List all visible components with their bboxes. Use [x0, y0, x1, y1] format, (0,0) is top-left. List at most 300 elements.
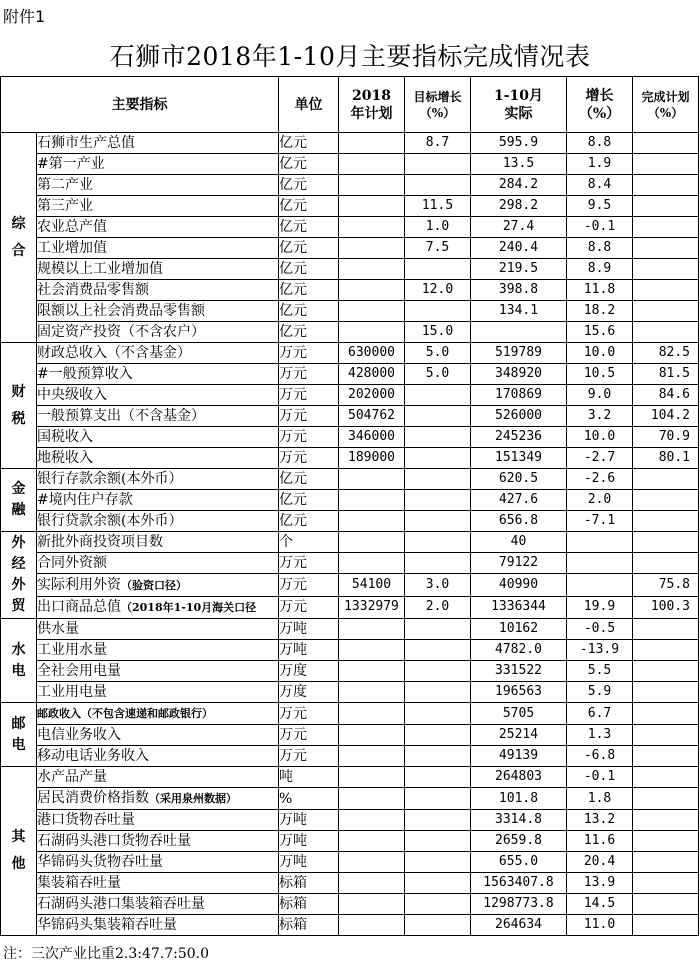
- cell-growth: 1.9: [567, 154, 633, 175]
- cell-actual: 519789: [471, 343, 567, 364]
- cell-growth: 8.9: [567, 259, 633, 280]
- category-caishui: 财 税: [1, 343, 37, 469]
- cell-plan: [339, 831, 405, 852]
- cell-plan: [339, 196, 405, 217]
- cell-actual: 264803: [471, 767, 567, 788]
- table-row: [1, 238, 699, 259]
- cell-unit: 亿元: [279, 511, 339, 532]
- header-unit: 单位: [279, 77, 339, 133]
- cell-unit: 万度: [279, 661, 339, 682]
- indicator-name: 石湖码头港口货物吞吐量: [37, 831, 279, 852]
- cell-plan: 54100: [339, 574, 405, 596]
- cell-target: [405, 915, 471, 936]
- cell-unit: 亿元: [279, 280, 339, 301]
- indicator-name: 第二产业: [37, 175, 279, 196]
- cell-target: [405, 661, 471, 682]
- table-row: [1, 448, 699, 469]
- table-row: [1, 385, 699, 406]
- cell-plan: 189000: [339, 448, 405, 469]
- cell-actual: 151349: [471, 448, 567, 469]
- cell-growth: -0.5: [567, 619, 633, 640]
- cell-completion: [633, 873, 699, 894]
- cell-completion: [633, 133, 699, 154]
- cell-completion: 70.9: [633, 427, 699, 448]
- cell-growth: 8.4: [567, 175, 633, 196]
- indicator-name: 港口货物吞吐量: [37, 810, 279, 831]
- cell-actual: 134.1: [471, 301, 567, 322]
- category-youdian: 邮 电: [1, 703, 37, 767]
- cell-unit: %: [279, 788, 339, 810]
- table-row: [1, 873, 699, 894]
- cell-plan: [339, 238, 405, 259]
- cell-actual: 27.4: [471, 217, 567, 238]
- indicator-name: 电信业务收入: [37, 725, 279, 746]
- indicator-name: 工业用电量: [37, 682, 279, 703]
- cell-target: 7.5: [405, 238, 471, 259]
- page-title: 石狮市2018年1-10月主要指标完成情况表: [109, 42, 591, 71]
- cell-unit: 万元: [279, 343, 339, 364]
- cell-completion: [633, 532, 699, 553]
- cell-actual: 398.8: [471, 280, 567, 301]
- indicator-name: 华锦码头集装箱吞吐量: [37, 915, 279, 936]
- cell-growth: 8.8: [567, 133, 633, 154]
- cell-target: [405, 746, 471, 767]
- cell-actual: 40990: [471, 574, 567, 596]
- cell-growth: 1.8: [567, 788, 633, 810]
- cell-unit: 亿元: [279, 301, 339, 322]
- table-row: [1, 831, 699, 852]
- cell-growth: -13.9: [567, 640, 633, 661]
- cell-unit: 万元: [279, 406, 339, 427]
- indicator-name: 居民消费价格指数（采用泉州数据）: [37, 788, 279, 810]
- cell-target: [405, 301, 471, 322]
- indicator-name: #境内住户存款: [37, 490, 279, 511]
- cell-unit: 万元: [279, 553, 339, 574]
- cell-completion: [633, 553, 699, 574]
- cell-growth: -0.1: [567, 217, 633, 238]
- cell-actual: 245236: [471, 427, 567, 448]
- cell-target: [405, 469, 471, 490]
- cell-growth: 20.4: [567, 852, 633, 873]
- cell-completion: [633, 788, 699, 810]
- cell-completion: [633, 217, 699, 238]
- cell-growth: 3.2: [567, 406, 633, 427]
- cell-target: [405, 682, 471, 703]
- indicator-name: 社会消费品零售额: [37, 280, 279, 301]
- cell-unit: 万吨: [279, 831, 339, 852]
- indicator-name: 国税收入: [37, 427, 279, 448]
- cell-completion: [633, 915, 699, 936]
- cell-plan: [339, 175, 405, 196]
- cell-plan: [339, 301, 405, 322]
- cell-plan: [339, 490, 405, 511]
- indicator-name: 第三产业: [37, 196, 279, 217]
- cell-completion: 80.1: [633, 448, 699, 469]
- cell-actual: 196563: [471, 682, 567, 703]
- indicator-name: 银行存款余额(本外币）: [37, 469, 279, 490]
- cell-actual: 298.2: [471, 196, 567, 217]
- table-row: [1, 364, 699, 385]
- cell-growth: 11.0: [567, 915, 633, 936]
- cell-unit: 亿元: [279, 259, 339, 280]
- cell-unit: 亿元: [279, 490, 339, 511]
- cell-completion: [633, 894, 699, 915]
- cell-unit: 亿元: [279, 469, 339, 490]
- cell-unit: 万吨: [279, 619, 339, 640]
- cell-actual: 3314.8: [471, 810, 567, 831]
- cell-plan: [339, 661, 405, 682]
- cell-growth: 5.9: [567, 682, 633, 703]
- category-jinrong: 金 融: [1, 469, 37, 532]
- cell-completion: [633, 469, 699, 490]
- cell-plan: 1332979: [339, 596, 405, 618]
- cell-target: [405, 725, 471, 746]
- cell-plan: [339, 915, 405, 936]
- table-row: [1, 154, 699, 175]
- cell-completion: 75.8: [633, 574, 699, 596]
- cell-unit: 万吨: [279, 640, 339, 661]
- cell-target: [405, 385, 471, 406]
- cell-target: [405, 619, 471, 640]
- cell-unit: 万吨: [279, 810, 339, 831]
- cell-plan: [339, 725, 405, 746]
- cell-plan: [339, 640, 405, 661]
- cell-actual: 1336344: [471, 596, 567, 618]
- cell-target: [405, 511, 471, 532]
- cell-actual: 1298773.8: [471, 894, 567, 915]
- cell-completion: [633, 831, 699, 852]
- table-row: [1, 915, 699, 936]
- cell-actual: 49139: [471, 746, 567, 767]
- header-row: [1, 77, 699, 133]
- cell-unit: 标箱: [279, 873, 339, 894]
- table-row: [1, 746, 699, 767]
- cell-growth: 18.2: [567, 301, 633, 322]
- cell-target: 1.0: [405, 217, 471, 238]
- cell-growth: 15.6: [567, 322, 633, 343]
- category-waijing: 外 经 外 贸: [1, 532, 37, 619]
- cell-target: [405, 788, 471, 810]
- cell-target: 5.0: [405, 364, 471, 385]
- cell-growth: 11.8: [567, 280, 633, 301]
- cell-completion: [633, 196, 699, 217]
- cell-plan: [339, 619, 405, 640]
- cell-actual: 240.4: [471, 238, 567, 259]
- cell-plan: [339, 532, 405, 553]
- cell-target: [405, 894, 471, 915]
- indicator-name: #一般预算收入: [37, 364, 279, 385]
- indicator-name: #第一产业: [37, 154, 279, 175]
- attachment-label: 附件1: [3, 7, 46, 26]
- indicator-name: 石狮市生产总值: [37, 133, 279, 154]
- cell-plan: [339, 810, 405, 831]
- cell-plan: [339, 322, 405, 343]
- cell-target: [405, 406, 471, 427]
- header-completion: 完成计划（%）: [633, 77, 699, 133]
- cell-growth: 9.0: [567, 385, 633, 406]
- table-row: [1, 640, 699, 661]
- indicator-name: 银行贷款余额(本外币）: [37, 511, 279, 532]
- cell-actual: 656.8: [471, 511, 567, 532]
- cell-completion: [633, 619, 699, 640]
- cell-target: [405, 810, 471, 831]
- cell-growth: [567, 553, 633, 574]
- table-row: [1, 894, 699, 915]
- cell-plan: [339, 788, 405, 810]
- cell-plan: 428000: [339, 364, 405, 385]
- indicator-name: 合同外资额: [37, 553, 279, 574]
- indicator-name: 农业总产值: [37, 217, 279, 238]
- indicator-name: 移动电话业务收入: [37, 746, 279, 767]
- table-row: [1, 490, 699, 511]
- table-row: [1, 343, 699, 364]
- indicators-table: [0, 76, 699, 936]
- cell-actual: 331522: [471, 661, 567, 682]
- cell-target: [405, 640, 471, 661]
- table-row: [1, 406, 699, 427]
- cell-plan: [339, 873, 405, 894]
- cell-completion: [633, 852, 699, 873]
- cell-plan: [339, 280, 405, 301]
- cell-target: [405, 852, 471, 873]
- cell-growth: -0.1: [567, 767, 633, 788]
- cell-growth: 10.0: [567, 427, 633, 448]
- cell-target: [405, 154, 471, 175]
- cell-plan: [339, 703, 405, 725]
- table-row: [1, 553, 699, 574]
- table-row: [1, 175, 699, 196]
- table-row: [1, 280, 699, 301]
- cell-actual: 101.8: [471, 788, 567, 810]
- cell-plan: 504762: [339, 406, 405, 427]
- cell-unit: 万元: [279, 427, 339, 448]
- cell-target: 2.0: [405, 596, 471, 618]
- cell-unit: 万元: [279, 703, 339, 725]
- cell-growth: [567, 532, 633, 553]
- cell-growth: -2.7: [567, 448, 633, 469]
- table-row: [1, 574, 699, 596]
- cell-plan: [339, 894, 405, 915]
- cell-actual: 595.9: [471, 133, 567, 154]
- cell-unit: 亿元: [279, 238, 339, 259]
- cell-actual: 427.6: [471, 490, 567, 511]
- header-indicator: 主要指标: [1, 77, 279, 133]
- cell-completion: [633, 640, 699, 661]
- cell-unit: 万度: [279, 682, 339, 703]
- cell-target: [405, 553, 471, 574]
- cell-unit: 亿元: [279, 217, 339, 238]
- header-growth: 增长（%）: [567, 77, 633, 133]
- indicator-name: 集装箱吞吐量: [37, 873, 279, 894]
- cell-completion: [633, 259, 699, 280]
- table-row: [1, 810, 699, 831]
- table-row: [1, 196, 699, 217]
- cell-plan: [339, 682, 405, 703]
- cell-unit: 万元: [279, 746, 339, 767]
- cell-target: 15.0: [405, 322, 471, 343]
- cell-growth: 13.9: [567, 873, 633, 894]
- cell-completion: [633, 238, 699, 259]
- cell-completion: [633, 280, 699, 301]
- indicator-name: 新批外商投资项目数: [37, 532, 279, 553]
- cell-unit: 亿元: [279, 322, 339, 343]
- cell-completion: [633, 301, 699, 322]
- cell-actual: 284.2: [471, 175, 567, 196]
- cell-plan: [339, 133, 405, 154]
- cell-plan: [339, 511, 405, 532]
- cell-growth: 14.5: [567, 894, 633, 915]
- cell-completion: [633, 322, 699, 343]
- cell-completion: [633, 175, 699, 196]
- cell-completion: [633, 511, 699, 532]
- cell-plan: 630000: [339, 343, 405, 364]
- indicator-name: 供水量: [37, 619, 279, 640]
- header-target: 目标增长（%）: [405, 77, 471, 133]
- indicator-name: 中央级收入: [37, 385, 279, 406]
- indicator-name: 财政总收入（不含基金）: [37, 343, 279, 364]
- cell-actual: 264634: [471, 915, 567, 936]
- cell-completion: 82.5: [633, 343, 699, 364]
- cell-unit: 万元: [279, 448, 339, 469]
- cell-target: 8.7: [405, 133, 471, 154]
- cell-completion: [633, 490, 699, 511]
- cell-target: 5.0: [405, 343, 471, 364]
- cell-target: [405, 873, 471, 894]
- cell-growth: 1.3: [567, 725, 633, 746]
- cell-growth: 2.0: [567, 490, 633, 511]
- table-row: [1, 703, 699, 725]
- cell-unit: 万元: [279, 574, 339, 596]
- cell-actual: 2659.8: [471, 831, 567, 852]
- cell-actual: [471, 322, 567, 343]
- cell-actual: 219.5: [471, 259, 567, 280]
- cell-completion: 100.3: [633, 596, 699, 618]
- cell-unit: 万元: [279, 725, 339, 746]
- cell-target: 3.0: [405, 574, 471, 596]
- cell-unit: 亿元: [279, 154, 339, 175]
- cell-actual: 170869: [471, 385, 567, 406]
- cell-plan: [339, 852, 405, 873]
- cell-growth: 10.0: [567, 343, 633, 364]
- cell-target: [405, 767, 471, 788]
- cell-growth: -7.1: [567, 511, 633, 532]
- cell-actual: 13.5: [471, 154, 567, 175]
- cell-target: 11.5: [405, 196, 471, 217]
- cell-target: [405, 427, 471, 448]
- indicator-name: 出口商品总值（2018年1-10月海关口径: [37, 596, 279, 618]
- cell-growth: -2.6: [567, 469, 633, 490]
- indicator-name: 限额以上社会消费品零售额: [37, 301, 279, 322]
- cell-actual: 655.0: [471, 852, 567, 873]
- category-qita: 其 他: [1, 767, 37, 936]
- cell-completion: [633, 154, 699, 175]
- cell-actual: 1563407.8: [471, 873, 567, 894]
- cell-actual: 79122: [471, 553, 567, 574]
- table-row: [1, 788, 699, 810]
- cell-growth: 9.5: [567, 196, 633, 217]
- cell-target: [405, 532, 471, 553]
- cell-target: [405, 831, 471, 852]
- cell-completion: [633, 725, 699, 746]
- cell-actual: 526000: [471, 406, 567, 427]
- cell-unit: 亿元: [279, 175, 339, 196]
- table-row: [1, 852, 699, 873]
- header-actual: 1-10月实际: [471, 77, 567, 133]
- cell-growth: [567, 574, 633, 596]
- cell-unit: 个: [279, 532, 339, 553]
- indicator-name: 工业增加值: [37, 238, 279, 259]
- cell-plan: [339, 154, 405, 175]
- cell-completion: [633, 682, 699, 703]
- cell-completion: [633, 661, 699, 682]
- cell-unit: 万吨: [279, 852, 339, 873]
- cell-target: [405, 703, 471, 725]
- cell-actual: 25214: [471, 725, 567, 746]
- cell-plan: [339, 553, 405, 574]
- cell-completion: 104.2: [633, 406, 699, 427]
- indicator-name: 全社会用电量: [37, 661, 279, 682]
- category-shuidian: 水 电: [1, 619, 37, 703]
- table-row: [1, 532, 699, 553]
- category-zonghe: 综 合: [1, 133, 37, 343]
- cell-actual: 620.5: [471, 469, 567, 490]
- cell-plan: 346000: [339, 427, 405, 448]
- table-row: [1, 596, 699, 618]
- cell-completion: [633, 767, 699, 788]
- cell-completion: [633, 703, 699, 725]
- indicator-name: 华锦码头货物吞吐量: [37, 852, 279, 873]
- cell-unit: 万元: [279, 364, 339, 385]
- table-row: [1, 511, 699, 532]
- cell-unit: 万元: [279, 596, 339, 618]
- indicator-name: 邮政收入（不包含速递和邮政银行）: [37, 703, 279, 725]
- indicator-name: 固定资产投资（不含农户）: [37, 322, 279, 343]
- cell-actual: 5705: [471, 703, 567, 725]
- table-row: [1, 427, 699, 448]
- indicator-name: 工业用水量: [37, 640, 279, 661]
- cell-growth: 11.6: [567, 831, 633, 852]
- cell-actual: 4782.0: [471, 640, 567, 661]
- table-row: [1, 217, 699, 238]
- cell-target: [405, 448, 471, 469]
- cell-growth: 6.7: [567, 703, 633, 725]
- cell-plan: [339, 746, 405, 767]
- indicator-name: 一般预算支出（不含基金）: [37, 406, 279, 427]
- indicator-name: 水产品产量: [37, 767, 279, 788]
- cell-growth: 8.8: [567, 238, 633, 259]
- cell-growth: 10.5: [567, 364, 633, 385]
- cell-target: [405, 175, 471, 196]
- table-row: [1, 682, 699, 703]
- cell-unit: 亿元: [279, 196, 339, 217]
- cell-plan: [339, 767, 405, 788]
- cell-actual: 10162: [471, 619, 567, 640]
- indicator-name: 实际利用外资（验资口径）: [37, 574, 279, 596]
- cell-growth: 13.2: [567, 810, 633, 831]
- cell-growth: 5.5: [567, 661, 633, 682]
- table-row: [1, 469, 699, 490]
- cell-target: [405, 490, 471, 511]
- indicator-name: 规模以上工业增加值: [37, 259, 279, 280]
- cell-growth: 19.9: [567, 596, 633, 618]
- cell-completion: 84.6: [633, 385, 699, 406]
- cell-unit: 标箱: [279, 894, 339, 915]
- cell-target: [405, 259, 471, 280]
- table-body: [1, 133, 699, 936]
- header-plan: 2018年计划: [339, 77, 405, 133]
- cell-actual: 348920: [471, 364, 567, 385]
- cell-plan: 202000: [339, 385, 405, 406]
